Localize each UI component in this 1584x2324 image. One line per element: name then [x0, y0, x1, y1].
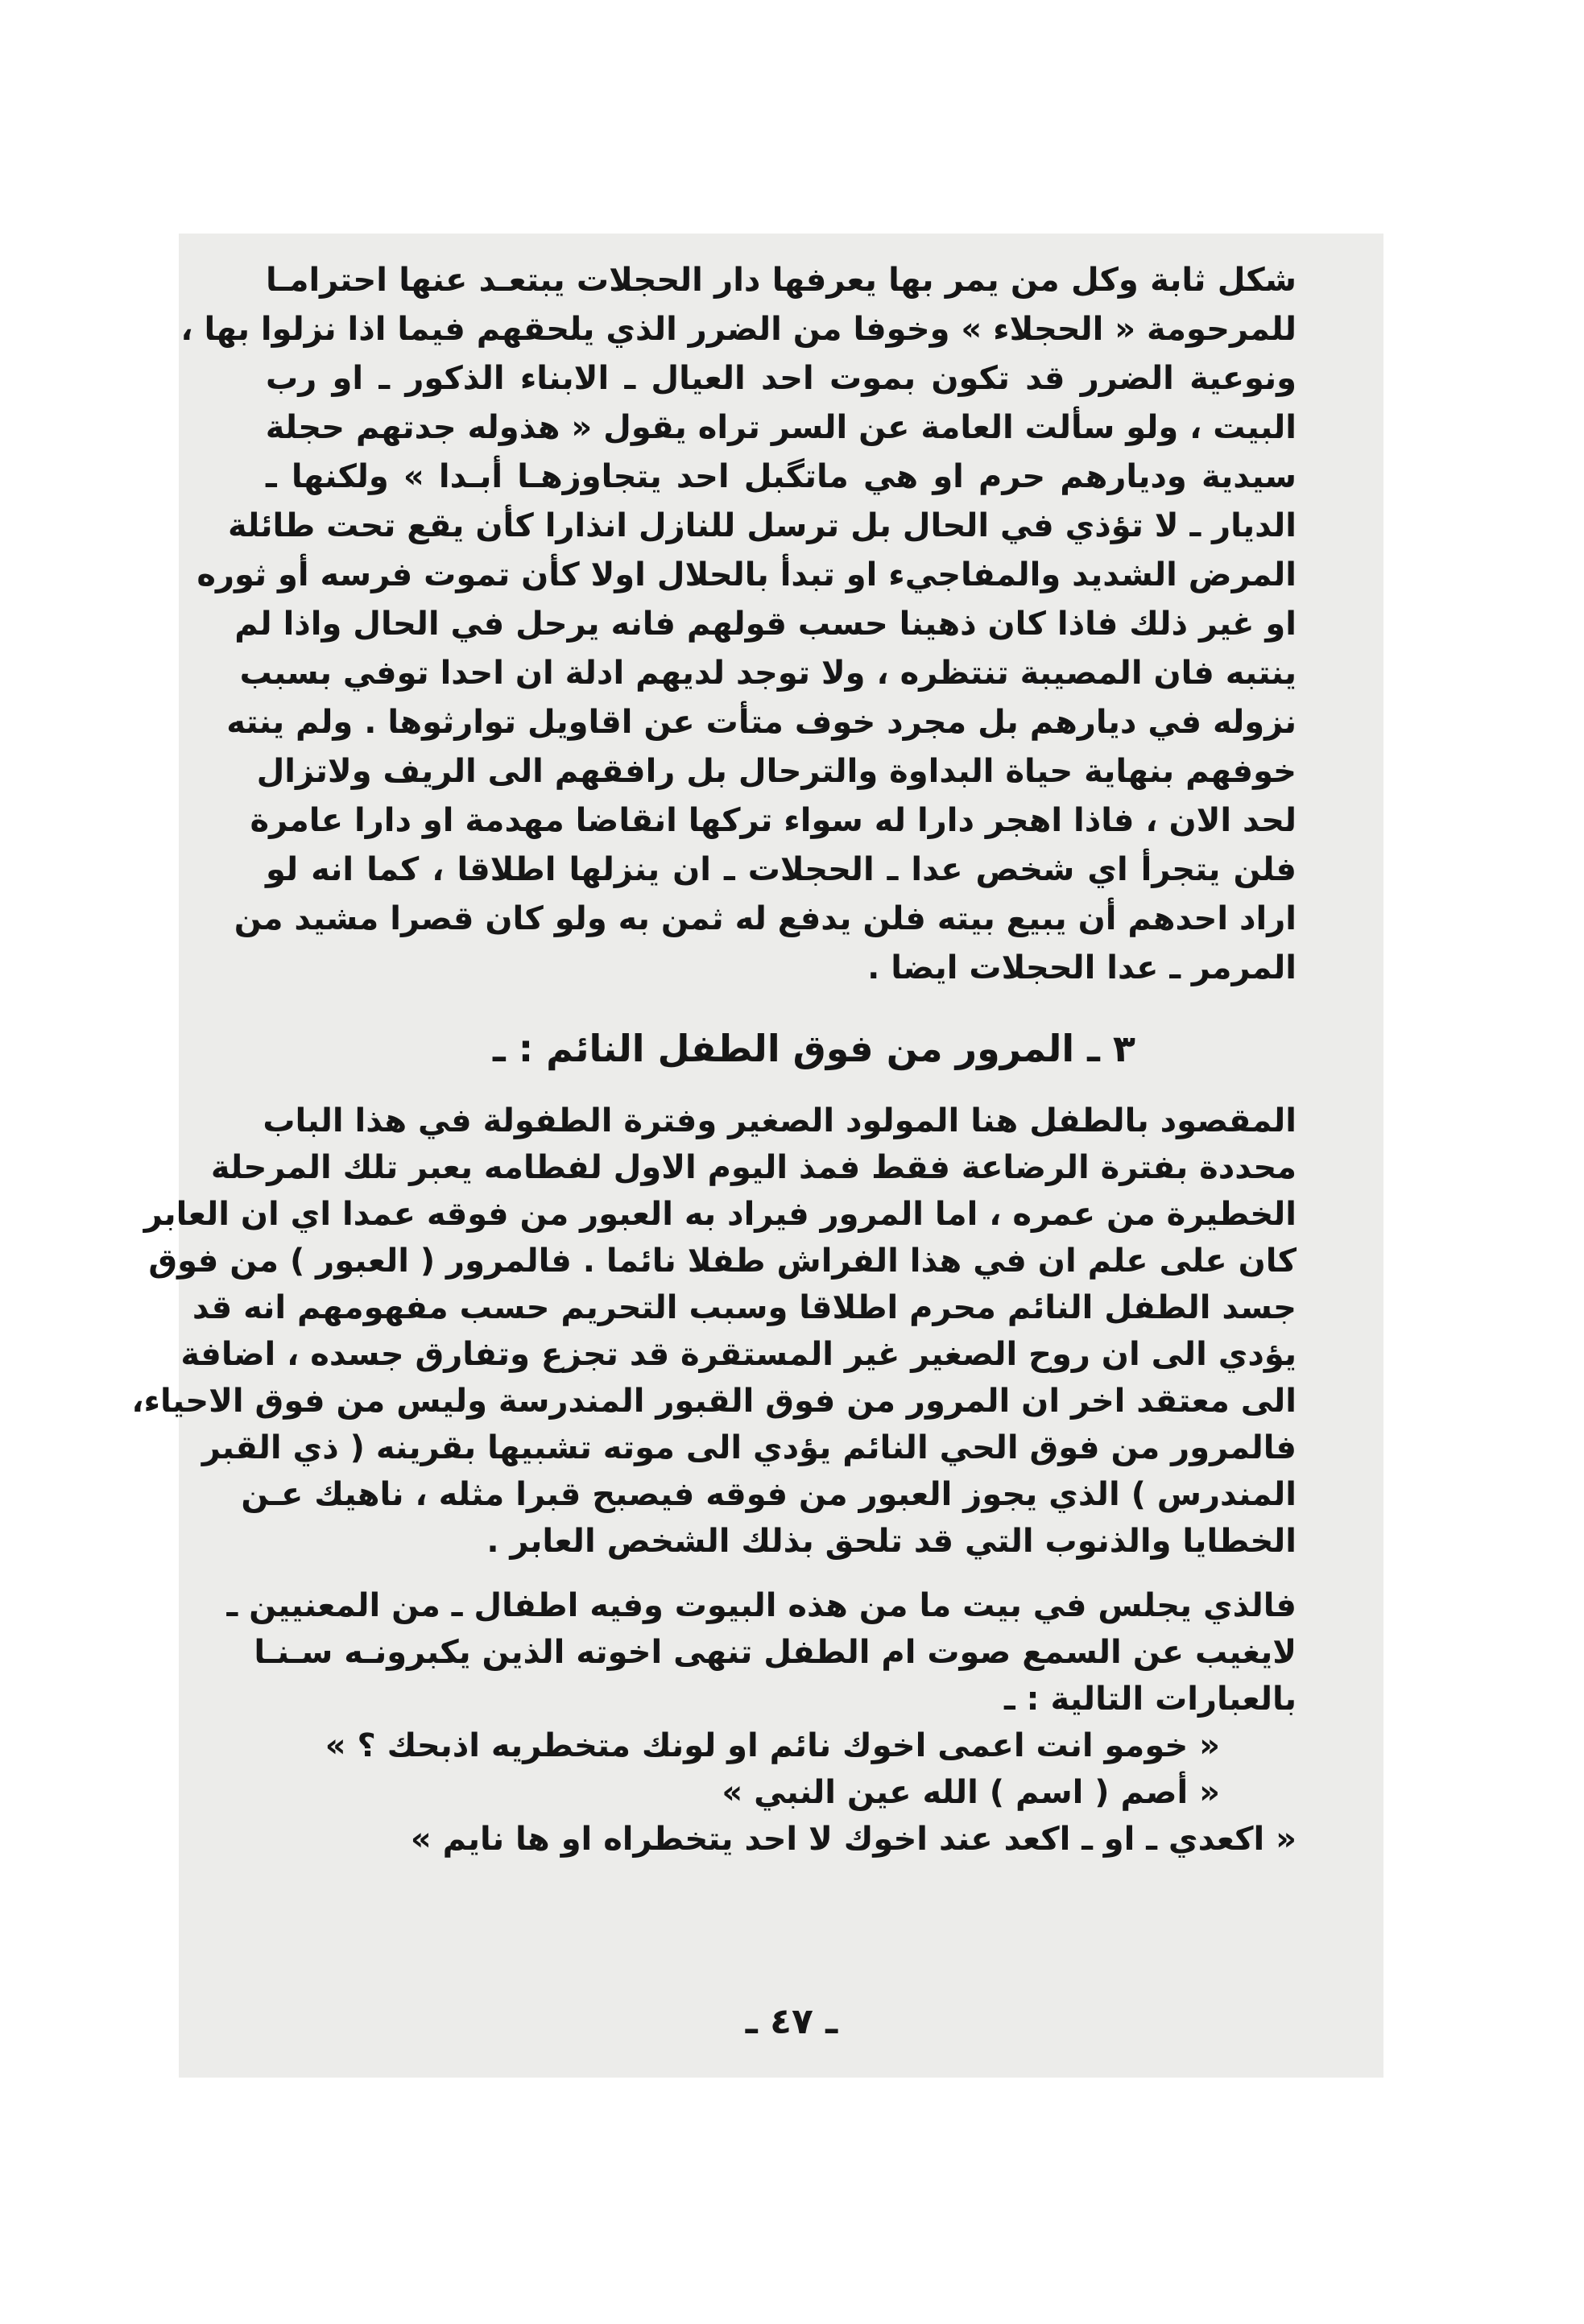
text-line: المقصود بالطفل هنا المولود الصغير وفترة الطفولة في هذا الباب: [263, 1102, 1297, 1139]
quote-line: « خومو انت اعمى اخوك نائم او لونك متخطريه اذبحك ؟ »: [325, 1727, 1220, 1764]
text-line: او غير ذلك فاذا كان ذهينا حسب قولهم فانه يرحل في الحال واذا لم: [234, 606, 1297, 643]
text-line: خوفهم بنهاية حياة البداوة والترحال بل رافقهم الى الريف ولاتزال: [256, 753, 1297, 790]
section-heading: ٣ ـ المرور من فوق الطفل النائم : ـ: [492, 1027, 1135, 1070]
text-line: جسد الطفل النائم محرم اطلاقا وسبب التحريم حسب مفهومهم انه قد: [192, 1289, 1297, 1326]
text-line: ونوعية الضرر قد تكون بموت احد العيال ـ الابناء الذكور ـ او رب: [266, 360, 1297, 397]
text-line: الى معتقد اخر ان المرور من فوق القبور المندرسة وليس من فوق الاحياء،: [131, 1383, 1297, 1420]
text-line: ينتبه فان المصيبة تنتظره ، ولا توجد لديهم ادلة ان احدا توفي بسبب: [239, 655, 1297, 692]
text-line: محددة بفترة الرضاعة فقط فمذ اليوم الاول لفطامه يعبر تلك المرحلة: [210, 1149, 1297, 1186]
text-line: شكل ثابة وكل من يمر بها يعرفها دار الحجلات يبتعـد عنها احترامـا: [266, 262, 1297, 299]
paragraph-gap: [266, 1565, 1297, 1582]
text-line: فلن يتجرأ اي شخص عدا ـ الحجلات ـ ان ينزلها اطلاقا ، كما انه لو: [266, 851, 1297, 888]
text-line: المرمر ـ عدا الحجلات ايضا .: [867, 949, 1297, 986]
text-line: سيدية وديارهم حرم او هي ماتگبل احد يتجاوزهـا أبـدا » ولكنها ـ: [266, 458, 1297, 495]
page-number: ـ ٤٧ ـ: [745, 2001, 838, 2042]
text-line: لايغيب عن السمع صوت ام الطفل تنهى اخوته الذين يكبرونـه سـنـا: [254, 1634, 1297, 1671]
quote-line: « أصم ( اسم ) الله عين النبي »: [722, 1774, 1220, 1811]
text-line: المندرس ) الذي يجوز العبور من فوقه فيصبح قبرا مثله ، ناهيك عـن: [241, 1476, 1297, 1513]
text-line: لحد الان ، فاذا اهجر دارا له سواء تركها انقاضا مهدمة او دارا عامرة: [250, 802, 1297, 839]
quote-line: « اكعدي ـ او ـ اكعد عند اخوك لا احد يتخطراه او ها نايم »: [410, 1821, 1297, 1858]
quoted-phrases: [266, 1722, 1297, 1863]
text-line: اراد احدهم أن يبيع بيته فلن يدفع له ثمن به ولو كان قصرا مشيد من: [234, 900, 1297, 937]
paragraph-sleeping-child: [131, 1098, 1297, 1565]
text-line: البيت ، ولو سألت العامة عن السر تراه يقول « هذوله جدتهم حجلة: [265, 409, 1297, 446]
text-line: نزوله في ديارهم بل مجرد خوف متأت عن اقاويل توارثوها . ولم ينته: [226, 704, 1297, 741]
text-line: الديار ـ لا تؤذي في الحال بل ترسل للنازل انذارا كأن يقع تحت طائلة: [227, 507, 1297, 544]
text-line: فالمرور من فوق الحي النائم يؤدي الى موته تشبيها بقرينه ( ذي القبر: [201, 1429, 1297, 1466]
text-line: فالذي يجلس في بيت ما من هذه البيوت وفيه اطفال ـ من المعنيين ـ: [226, 1587, 1297, 1624]
text-line: كان على علم ان في هذا الفراش طفلا نائما . فالمرور ( العبور ) من فوق: [148, 1243, 1297, 1280]
text-line: الخطايا والذنوب التي قد تلحق بذلك الشخص العابر .: [486, 1523, 1297, 1560]
text-line: للمرحومة « الحجلاء » وخوفا من الضرر الذي يلحقهم فيما اذا نزلوا بها ،: [180, 311, 1297, 348]
text-line: يؤدي الى ان روح الصغير غير المستقرة قد تجزع وتفارق جسده ، اضافة: [180, 1336, 1297, 1373]
page-text: [131, 256, 1297, 1863]
text-line: الخطيرة من عمره ، اما المرور فيراد به العبور من فوقه عمدا اي ان العابر: [143, 1196, 1297, 1233]
paragraph-customs-hajlat: [180, 256, 1297, 993]
text-line: بالعبارات التالية : ـ: [1003, 1681, 1297, 1718]
text-line: المرض الشديد والمفاجيء او تبدأ بالحلال اولا كأن تموت فرسه أو ثوره: [196, 556, 1297, 593]
paragraph-mother-warning: [226, 1582, 1297, 1722]
